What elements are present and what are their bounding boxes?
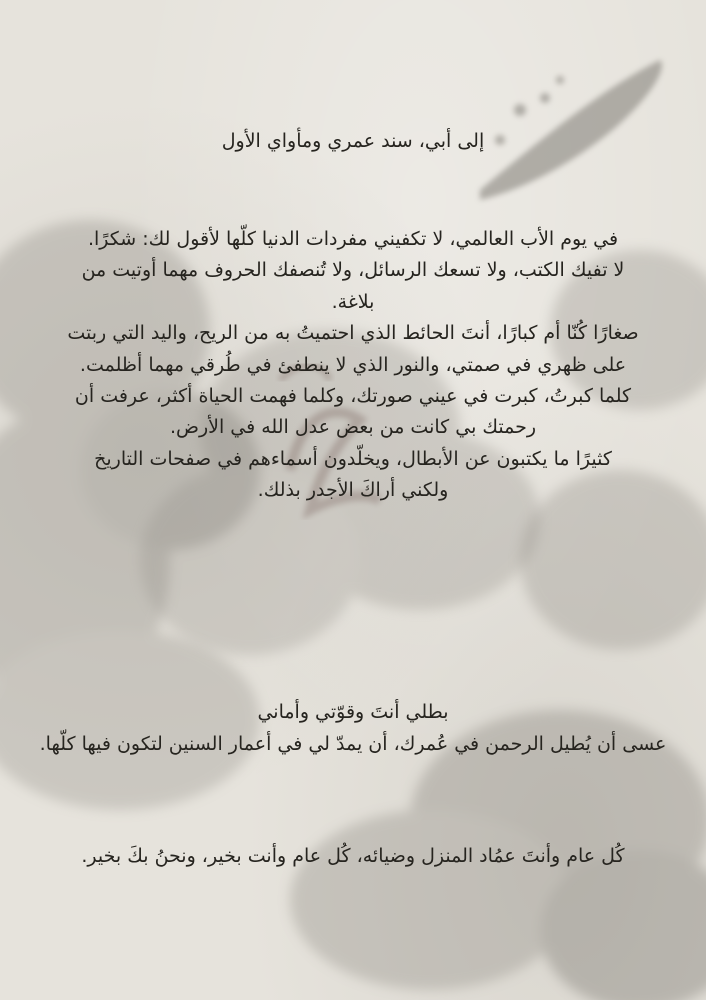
- paragraph-line: على ظهري في صمتي، والنور الذي لا ينطفئ في طُرقي مهما أظلمت.: [79, 353, 627, 376]
- paragraph-line: بلاغة.: [331, 290, 375, 313]
- closing-block: [36, 697, 670, 761]
- closing-line: بطلي أنتَ وقوّتي وأماني: [257, 701, 449, 723]
- closing-line: عسى أن يُطيل الرحمن في عُمرك، أن يمدّ لي في أعمار السنين لتكون فيها كلّها.: [39, 733, 667, 755]
- paragraph-line: رحمتك بي كانت من بعض عدل الله في الأرض.: [169, 416, 537, 439]
- paragraph-line: ولكني أراكَ الأجدر بذلك.: [257, 479, 449, 502]
- dedication-title: إلى أبي، سند عمري ومأواي الأول: [221, 130, 485, 152]
- paragraph-line: صغارًا كُنّا أم كبارًا، أنتَ الحائط الذي احتميتُ به من الريح، واليد التي ربتت: [67, 322, 639, 345]
- paragraph-line: لا تفيك الكتب، ولا تسعك الرسائل، ولا تُنصفك الحروف مهما أوتيت من: [81, 259, 625, 282]
- paragraph-line: كلما كبرتُ، كبرت في عيني صورتك، وكلما فهمت الحياة أكثر، عرفت أن: [74, 384, 632, 407]
- paragraph-line: كثيرًا ما يكتبون عن الأبطال، ويخلّدون أسماءهم في صفحات التاريخ: [94, 447, 612, 470]
- paragraph-line: في يوم الأب العالمي، لا تكفيني مفردات الدنيا كلّها لأقول لك: شكرًا.: [87, 228, 619, 250]
- dedication-paragraph: [36, 224, 670, 507]
- final-wishes-line: كُل عام وأنتَ عمُاد المنزل وضيائه، كُل عام وأنت بخير، ونحنُ بكَ بخير.: [81, 845, 625, 867]
